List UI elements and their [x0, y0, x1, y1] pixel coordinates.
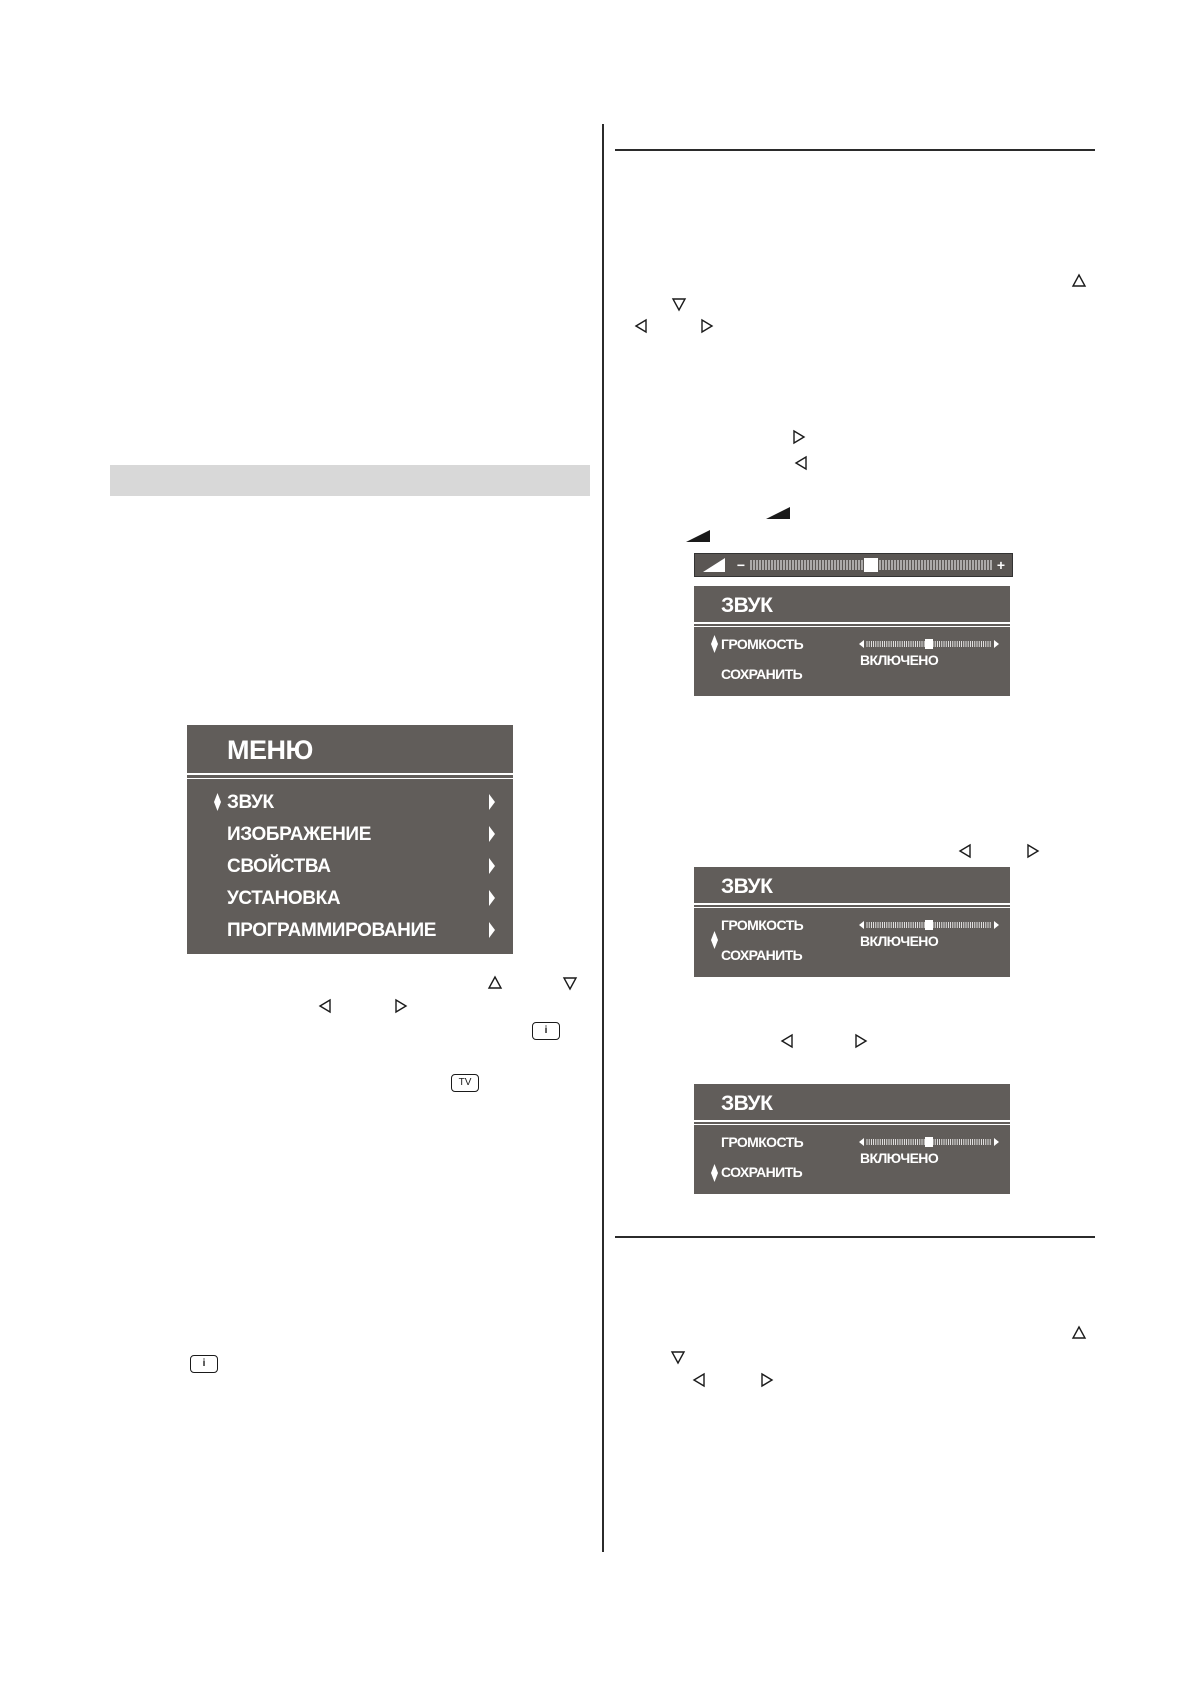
left-key-icon [792, 454, 810, 472]
left-key-icon [956, 842, 974, 860]
volume-status: ВКЛЮЧЕНО [860, 1150, 939, 1166]
tv-key-icon: TV [451, 1074, 479, 1092]
left-key-icon [690, 1371, 708, 1389]
mini-left-arrow-icon [859, 640, 864, 648]
sound-panel-divider-2 [694, 907, 1010, 908]
up-key-icon [1070, 272, 1088, 290]
mini-knob [925, 920, 933, 930]
mini-right-arrow-icon [994, 921, 999, 929]
right-key-icon [852, 1032, 870, 1050]
left-key-icon [778, 1032, 796, 1050]
volume-ramp-icon [686, 530, 710, 542]
mini-right-arrow-icon [994, 1138, 999, 1146]
submenu-arrow-icon [489, 858, 495, 874]
save-item[interactable]: СОХРАНИТЬ [721, 666, 803, 682]
volume-slider [695, 554, 1012, 576]
volume-ramp-icon [766, 507, 790, 519]
menu-item-label: ИЗОБРАЖЕНИЕ [227, 824, 371, 845]
menu-item-label: УСТАНОВКА [227, 888, 341, 909]
up-key-icon [486, 974, 504, 992]
save-item[interactable]: СОХРАНИТЬ [721, 1164, 803, 1180]
volume-mini-slider [859, 1136, 999, 1148]
right-key-icon [758, 1371, 776, 1389]
sound-panel-divider [694, 1120, 1010, 1122]
up-key-icon [1070, 1324, 1088, 1342]
mini-knob [925, 1137, 933, 1147]
volume-knob [864, 558, 878, 572]
volume-item[interactable]: ГРОМКОСТЬ [721, 917, 804, 933]
volume-status: ВКЛЮЧЕНО [860, 652, 939, 668]
mini-left-arrow-icon [859, 1138, 864, 1146]
save-item[interactable]: СОХРАНИТЬ [721, 947, 803, 963]
sound-panel-divider-2 [694, 1124, 1010, 1125]
volume-ramp-icon [703, 558, 725, 572]
mini-right-arrow-icon [994, 640, 999, 648]
sound-panel-title: ЗВУК [721, 875, 773, 898]
main-menu-divider-2 [187, 778, 513, 779]
column-divider [602, 124, 604, 1552]
left-key-icon [632, 317, 650, 335]
volume-status: ВКЛЮЧЕНО [860, 933, 939, 949]
selection-cursor-icon [711, 635, 718, 653]
sound-panel-title: ЗВУК [721, 1092, 773, 1115]
sound-panel-2 [694, 867, 1010, 977]
right-key-icon [392, 997, 410, 1015]
info-key-icon: i [190, 1355, 218, 1373]
down-key-icon [561, 974, 579, 992]
section-rule-bottom [615, 1236, 1095, 1238]
right-key-icon [1024, 842, 1042, 860]
mini-left-arrow-icon [859, 921, 864, 929]
menu-item-label: СВОЙСТВА [227, 856, 331, 877]
volume-item[interactable]: ГРОМКОСТЬ [721, 636, 804, 652]
info-key-icon: i [532, 1022, 560, 1040]
section-heading-band [110, 465, 590, 496]
submenu-arrow-icon [489, 826, 495, 842]
submenu-arrow-icon [489, 922, 495, 938]
sound-panel-divider-2 [694, 626, 1010, 627]
selection-cursor-icon [711, 1164, 718, 1182]
mini-knob [925, 639, 933, 649]
sound-panel-divider [694, 622, 1010, 624]
right-key-icon [790, 428, 808, 446]
volume-minus-icon: − [736, 557, 746, 573]
selection-cursor-icon [214, 793, 221, 811]
main-menu-divider [187, 773, 513, 775]
sound-panel-1 [694, 586, 1010, 696]
volume-mini-slider [859, 919, 999, 931]
main-menu-title: МЕНЮ [227, 735, 313, 765]
down-key-icon [670, 295, 688, 313]
section-rule-top [615, 149, 1095, 151]
sound-panel-3 [694, 1084, 1010, 1194]
menu-item-label: ПРОГРАММИРОВАНИЕ [227, 920, 437, 941]
sound-panel-title: ЗВУК [721, 594, 773, 617]
right-key-icon [698, 317, 716, 335]
main-menu-panel [187, 725, 513, 954]
menu-item-label: ЗВУК [227, 792, 274, 813]
down-key-icon [669, 1348, 687, 1366]
volume-mini-slider [859, 638, 999, 650]
left-key-icon [316, 997, 334, 1015]
submenu-arrow-icon [489, 794, 495, 810]
volume-plus-icon: + [996, 557, 1006, 573]
selection-cursor-icon [711, 931, 718, 949]
submenu-arrow-icon [489, 890, 495, 906]
volume-osd-bar [694, 553, 1013, 577]
sound-panel-divider [694, 903, 1010, 905]
volume-item[interactable]: ГРОМКОСТЬ [721, 1134, 804, 1150]
